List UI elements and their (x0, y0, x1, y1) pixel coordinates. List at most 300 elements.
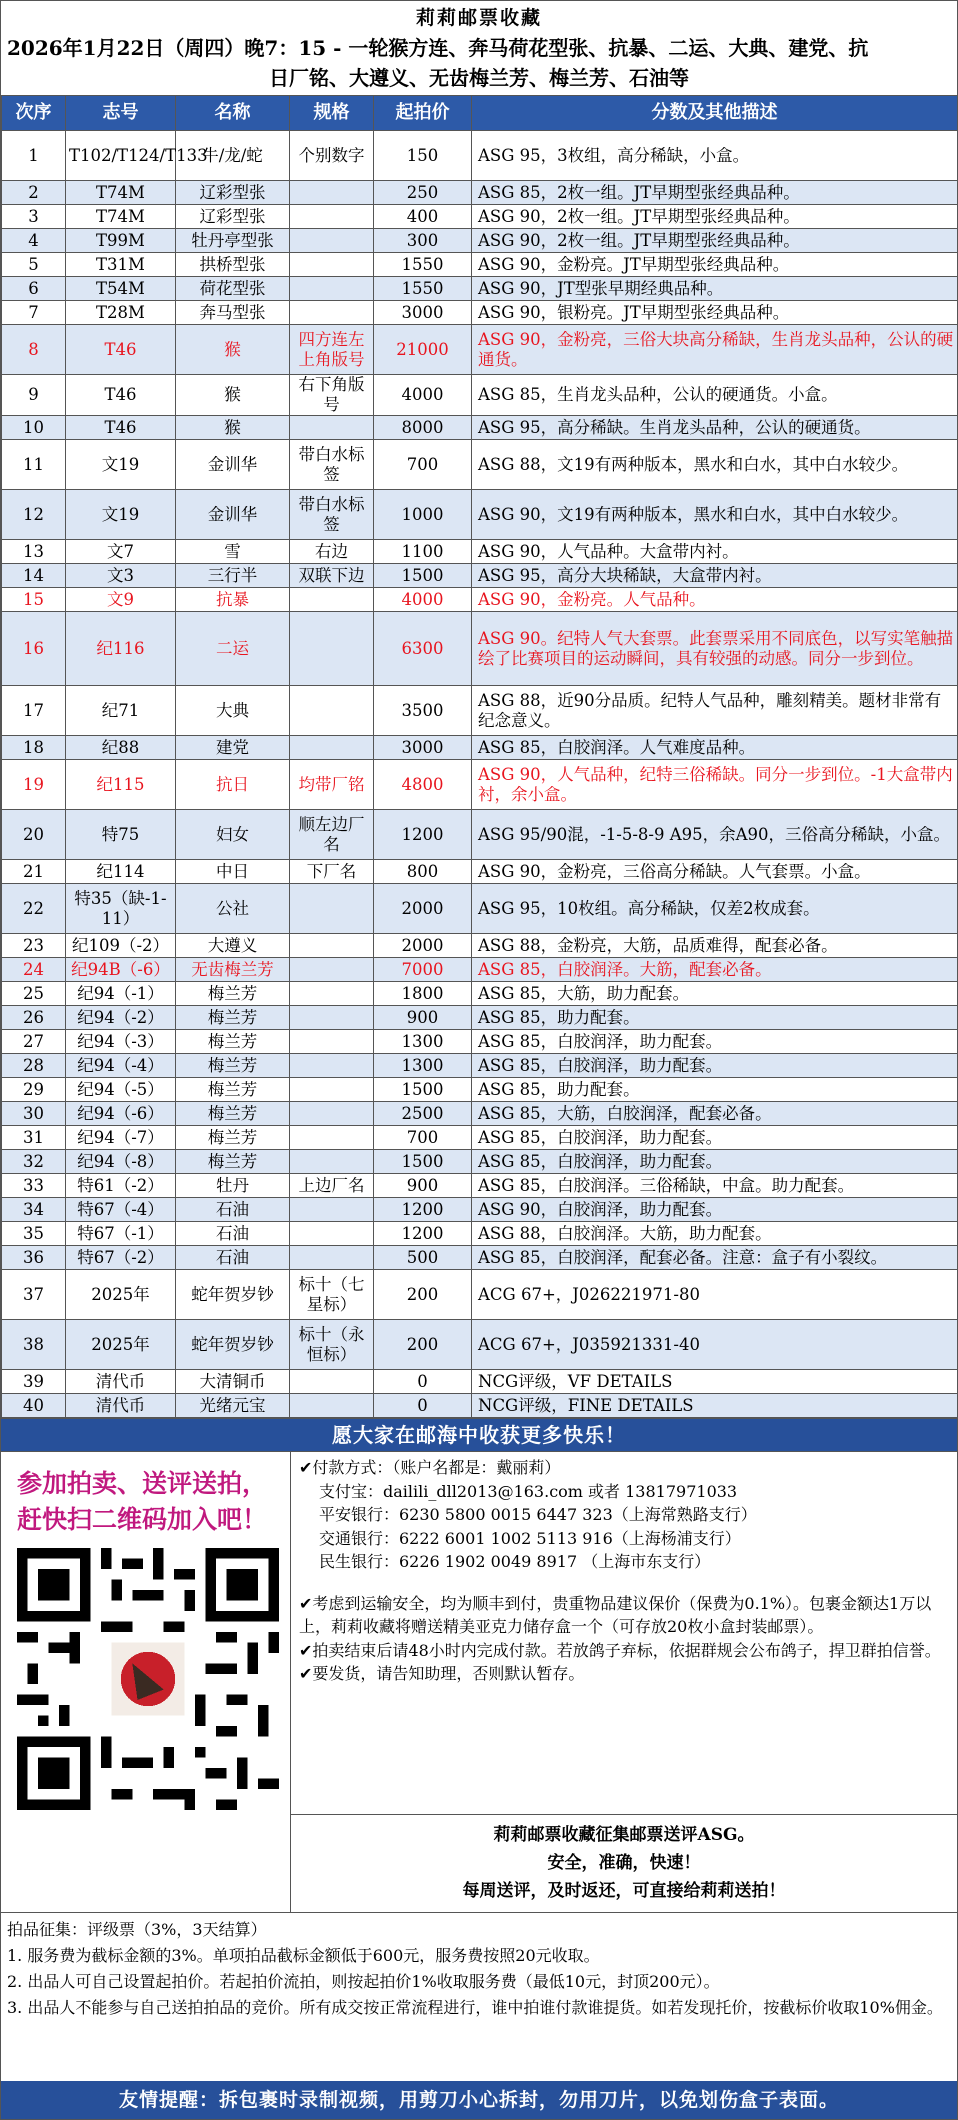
lot-name: 梅兰芳 (176, 1030, 290, 1054)
lot-name: 梅兰芳 (176, 1126, 290, 1150)
lot-price: 900 (374, 1174, 472, 1198)
lot-spec (290, 588, 374, 612)
lot-name: 牡丹亭型张 (176, 229, 290, 253)
lot-spec (290, 229, 374, 253)
lot-code: 特67（-1） (66, 1222, 176, 1246)
payment-bank-minsheng: 民生银行：6226 1902 0049 8917 （上海市东支行） (319, 1552, 711, 1571)
lot-price: 4000 (374, 588, 472, 612)
lot-spec (290, 1078, 374, 1102)
lot-code: T74M (66, 205, 176, 229)
lot-no: 16 (2, 612, 66, 686)
lot-code: 纪88 (66, 736, 176, 760)
lot-price: 300 (374, 229, 472, 253)
table-row (2, 277, 958, 301)
col-header-code: 志号 (66, 96, 176, 131)
lot-code: 纪94（-8） (66, 1150, 176, 1174)
lot-no: 1 (2, 131, 66, 181)
lot-name: 梅兰芳 (176, 982, 290, 1006)
lot-desc: ASG 88，金粉亮，大筋，品质难得，配套必备。 (472, 934, 958, 958)
lot-spec (290, 205, 374, 229)
lot-no: 21 (2, 860, 66, 884)
table-header-row (2, 96, 958, 131)
table-row (2, 416, 958, 440)
lot-code: 纪94（-2） (66, 1006, 176, 1030)
lot-code: 文19 (66, 490, 176, 540)
rules-title: 拍品征集：评级票（3%，3天结算） (7, 1920, 267, 1939)
table-row (2, 1198, 958, 1222)
lot-code: T74M (66, 181, 176, 205)
table-row (2, 375, 958, 416)
lot-name: 建党 (176, 736, 290, 760)
invite-line-1: 参加拍卖、送评送拍， (17, 1469, 268, 1498)
col-header-price: 起拍价 (374, 96, 472, 131)
qr-code[interactable] (17, 1548, 279, 1810)
lot-desc: ASG 85，白胶润泽。三俗稀缺，中盒。助力配套。 (472, 1174, 958, 1198)
table-row (2, 131, 958, 181)
lot-price: 0 (374, 1394, 472, 1418)
lot-name: 梅兰芳 (176, 1078, 290, 1102)
lot-price: 1200 (374, 1222, 472, 1246)
lot-no: 23 (2, 934, 66, 958)
table-row (2, 1150, 958, 1174)
table-row (2, 564, 958, 588)
lot-price: 400 (374, 205, 472, 229)
lot-spec: 标十（永恒标） (290, 1320, 374, 1370)
table-row (2, 540, 958, 564)
lot-desc: ASG 95/90混，-1-5-8-9 A95，余A90，三俗高分稀缺，小盒。 (472, 810, 958, 860)
lot-no: 10 (2, 416, 66, 440)
lot-spec: 右下角版号 (290, 375, 374, 416)
lot-name: 大清铜币 (176, 1370, 290, 1394)
asg-grading-box (290, 1814, 957, 1912)
lot-no: 27 (2, 1030, 66, 1054)
lot-desc: NCG评级，VF DETAILS (472, 1370, 958, 1394)
payment-deadline-note: ✔拍卖结束后请48小时内完成付款。若放鸽子弃标，依据群规会公布鸽子，捍卫群拍信誉。 (299, 1640, 941, 1660)
table-row (2, 934, 958, 958)
lot-code: 纪94（-4） (66, 1054, 176, 1078)
lot-code: 特67（-2） (66, 1246, 176, 1270)
lot-desc: ASG 90，2枚一组。JT早期型张经典品种。 (472, 229, 958, 253)
lot-code: T46 (66, 375, 176, 416)
consignment-rules (1, 1912, 957, 2075)
lot-spec (290, 1054, 374, 1078)
lot-name: 大典 (176, 686, 290, 736)
lot-code: T31M (66, 253, 176, 277)
lot-desc: NCG评级，FINE DETAILS (472, 1394, 958, 1418)
lot-code: 纪94（-5） (66, 1078, 176, 1102)
lot-code: 纪116 (66, 612, 176, 686)
lot-name: 中日 (176, 860, 290, 884)
lot-code: 清代币 (66, 1394, 176, 1418)
table-row (2, 1174, 958, 1198)
lot-spec: 顺左边厂名 (290, 810, 374, 860)
lot-name: 金训华 (176, 490, 290, 540)
lot-desc: ASG 90，金粉亮。JT早期型张经典品种。 (472, 253, 958, 277)
lot-code: 2025年 (66, 1270, 176, 1320)
lot-desc: ASG 85，白胶润泽。人气难度品种。 (472, 736, 958, 760)
lot-name: 金训华 (176, 440, 290, 490)
lot-desc: ASG 88，白胶润泽。大筋，助力配套。 (472, 1222, 958, 1246)
lot-no: 2 (2, 181, 66, 205)
lot-code: T99M (66, 229, 176, 253)
lot-spec: 右边 (290, 540, 374, 564)
lot-code: T54M (66, 277, 176, 301)
lot-price: 500 (374, 1246, 472, 1270)
lot-desc: ASG 90，2枚一组。JT早期型张经典品种。 (472, 205, 958, 229)
table-row (2, 958, 958, 982)
lot-price: 3000 (374, 301, 472, 325)
lot-no: 24 (2, 958, 66, 982)
lot-no: 15 (2, 588, 66, 612)
lot-spec: 个别数字 (290, 131, 374, 181)
lot-desc: ASG 85，白胶润泽，配套必备。注意：盒子有小裂纹。 (472, 1246, 958, 1270)
lot-price: 700 (374, 440, 472, 490)
lot-code: 纪94（-6） (66, 1102, 176, 1126)
lot-no: 20 (2, 810, 66, 860)
lot-price: 7000 (374, 958, 472, 982)
lot-name: 拱桥型张 (176, 253, 290, 277)
lot-spec: 下厂名 (290, 860, 374, 884)
lot-price: 700 (374, 1126, 472, 1150)
lot-desc: ASG 85，大筋，助力配套。 (472, 982, 958, 1006)
lot-name: 梅兰芳 (176, 1102, 290, 1126)
lot-name: 牛/龙/蛇 (176, 131, 290, 181)
table-row (2, 1030, 958, 1054)
lot-code: 特67（-4） (66, 1198, 176, 1222)
lot-name: 妇女 (176, 810, 290, 860)
lot-price: 3000 (374, 736, 472, 760)
lot-desc: ASG 85，生肖龙头品种，公认的硬通货。小盒。 (472, 375, 958, 416)
lot-desc: ASG 85，助力配套。 (472, 1078, 958, 1102)
lot-no: 32 (2, 1150, 66, 1174)
table-row (2, 440, 958, 490)
lot-desc: ASG 85，大筋，白胶润泽，配套必备。 (472, 1102, 958, 1126)
lot-name: 公社 (176, 884, 290, 934)
table-row (2, 253, 958, 277)
rule-3: 3. 出品人不能参与自己送拍拍品的竞价。所有成交按正常流程进行，谁中拍谁付款谁提货。如若发现托价，按截标价收取10%佣金。 (7, 1998, 943, 2017)
lot-spec (290, 1150, 374, 1174)
lot-code: 文3 (66, 564, 176, 588)
payment-alipay: 支付宝：dailili_dll2013@163.com 或者 13817971033 (319, 1481, 738, 1501)
lot-desc: ASG 88，近90分品质。纪特人气品种，雕刻精美。题材非常有纪念意义。 (472, 686, 958, 736)
lot-desc: ASG 95，高分大块稀缺，大盒带内衬。 (472, 564, 958, 588)
lot-spec (290, 934, 374, 958)
col-header-desc: 分数及其他描述 (472, 96, 958, 131)
table-row (2, 1054, 958, 1078)
lot-name: 石油 (176, 1246, 290, 1270)
lot-price: 4000 (374, 375, 472, 416)
lot-desc: ASG 90，文19有两种版本，黑水和白水，其中白水较少。 (472, 490, 958, 540)
lot-price: 800 (374, 860, 472, 884)
lot-code: 文19 (66, 440, 176, 490)
delivery-note: ✔要发货，请告知助理，否则默认暂存。 (299, 1664, 585, 1683)
lot-desc: ASG 95，10枚组。高分稀缺，仅差2枚成套。 (472, 884, 958, 934)
invite-line-2: 赶快扫二维码加入吧！ (17, 1505, 268, 1534)
lot-no: 36 (2, 1246, 66, 1270)
lot-desc: ASG 85，2枚一组。JT早期型张经典品种。 (472, 181, 958, 205)
lot-code: 纪94（-1） (66, 982, 176, 1006)
rule-1: 1. 服务费为截标金额的3%。单项拍品截标金额低于600元，服务费按照20元收取。 (7, 1946, 600, 1965)
table-row (2, 301, 958, 325)
lot-name: 荷花型张 (176, 277, 290, 301)
lot-no: 29 (2, 1078, 66, 1102)
lot-price: 1200 (374, 1198, 472, 1222)
table-row (2, 325, 958, 375)
lot-no: 37 (2, 1270, 66, 1320)
lot-code: 纪114 (66, 860, 176, 884)
lot-no: 33 (2, 1174, 66, 1198)
lot-no: 35 (2, 1222, 66, 1246)
lot-desc: ASG 85，白胶润泽，助力配套。 (472, 1030, 958, 1054)
lot-price: 1500 (374, 1078, 472, 1102)
lot-no: 31 (2, 1126, 66, 1150)
lot-spec (290, 736, 374, 760)
lot-name: 三行半 (176, 564, 290, 588)
lot-no: 17 (2, 686, 66, 736)
lot-price: 2000 (374, 884, 472, 934)
lot-name: 雪 (176, 540, 290, 564)
table-row (2, 860, 958, 884)
lot-table-body (2, 131, 958, 1418)
lot-name: 抗日 (176, 760, 290, 810)
lot-name: 猴 (176, 325, 290, 375)
lot-name: 梅兰芳 (176, 1054, 290, 1078)
lot-desc: ASG 90，白胶润泽，助力配套。 (472, 1198, 958, 1222)
lot-desc: ASG 85，白胶润泽，助力配套。 (472, 1126, 958, 1150)
lot-spec: 标十（七星标） (290, 1270, 374, 1320)
lot-price: 250 (374, 181, 472, 205)
shipping-note: ✔考虑到运输安全，均为顺丰到付，贵重物品建议保价（保费为0.1%）。包裹金额达1万以上，莉莉收藏将赠送精美亚克力储存盒一个（可存放20枚小盒封装邮票）。 (299, 1593, 932, 1636)
lot-no: 7 (2, 301, 66, 325)
lot-desc: ASG 90，金粉亮，三俗大块高分稀缺，生肖龙头品种，公认的硬通货。 (472, 325, 958, 375)
lot-price: 6300 (374, 612, 472, 686)
lot-no: 9 (2, 375, 66, 416)
lot-no: 14 (2, 564, 66, 588)
lot-spec (290, 982, 374, 1006)
table-row (2, 884, 958, 934)
table-row (2, 1078, 958, 1102)
auction-items-line: 日厂铭、大遵义、无齿梅兰芳、梅兰芳、石油等 (269, 66, 689, 90)
lot-name: 无齿梅兰芳 (176, 958, 290, 982)
lot-code: 纪94（-3） (66, 1030, 176, 1054)
lot-spec (290, 884, 374, 934)
lot-spec (290, 181, 374, 205)
lot-spec (290, 1246, 374, 1270)
table-row (2, 982, 958, 1006)
lot-code: 纪115 (66, 760, 176, 810)
lot-price: 1550 (374, 253, 472, 277)
lot-desc: ASG 90，金粉亮。人气品种。 (472, 588, 958, 612)
lot-price: 1300 (374, 1054, 472, 1078)
lot-code: T102/T124/T133 (66, 131, 176, 181)
lot-no: 26 (2, 1006, 66, 1030)
lot-price: 1500 (374, 564, 472, 588)
lot-name: 蛇年贺岁钞 (176, 1270, 290, 1320)
lot-spec (290, 253, 374, 277)
table-row (2, 1102, 958, 1126)
lot-no: 28 (2, 1054, 66, 1078)
lot-spec: 带白水标签 (290, 490, 374, 540)
lot-desc: ASG 90，银粉亮。JT早期型张经典品种。 (472, 301, 958, 325)
lot-desc: ASG 95，高分稀缺。生肖龙头品种，公认的硬通货。 (472, 416, 958, 440)
payment-bank-jiaotong: 交通银行：6222 6001 1002 5113 916（上海杨浦支行） (319, 1528, 741, 1548)
lot-price: 2500 (374, 1102, 472, 1126)
table-row (2, 760, 958, 810)
lot-price: 4800 (374, 760, 472, 810)
lot-price: 3500 (374, 686, 472, 736)
table-row (2, 686, 958, 736)
lot-name: 抗暴 (176, 588, 290, 612)
lot-code: 特61（-2） (66, 1174, 176, 1198)
lot-spec (290, 1198, 374, 1222)
info-section (1, 1451, 957, 1815)
payment-title: ✔付款方式：（账户名都是：戴丽莉） (299, 1458, 561, 1477)
rule-2: 2. 出品人可自己设置起拍价。若起拍价流拍，则按起拍价1%收取服务费（最低10元，封顶200元）。 (7, 1972, 720, 1991)
lot-price: 2000 (374, 934, 472, 958)
lot-price: 21000 (374, 325, 472, 375)
table-row (2, 1270, 958, 1320)
lot-code: 纪71 (66, 686, 176, 736)
header (1, 1, 957, 95)
lot-price: 1500 (374, 1150, 472, 1174)
greeting-banner: 愿大家在邮海中收获更多快乐！ (1, 1418, 957, 1451)
lot-spec (290, 277, 374, 301)
lot-name: 辽彩型张 (176, 205, 290, 229)
table-row (2, 1370, 958, 1394)
lot-spec (290, 1030, 374, 1054)
lot-price: 1800 (374, 982, 472, 1006)
lot-name: 石油 (176, 1198, 290, 1222)
lot-code: 2025年 (66, 1320, 176, 1370)
lot-no: 11 (2, 440, 66, 490)
lot-table (1, 95, 958, 1418)
lot-name: 蛇年贺岁钞 (176, 1320, 290, 1370)
lot-desc: ASG 85，白胶润泽。大筋，配套必备。 (472, 958, 958, 982)
lot-name: 辽彩型张 (176, 181, 290, 205)
lot-desc: ASG 88，文19有两种版本，黑水和白水，其中白水较少。 (472, 440, 958, 490)
asg-line-3: 每周送评，及时返还，可直接给莉莉送拍！ (462, 1881, 786, 1901)
table-row (2, 612, 958, 686)
lot-name: 猴 (176, 375, 290, 416)
lot-spec: 均带厂铭 (290, 760, 374, 810)
table-row (2, 810, 958, 860)
lot-spec (290, 1222, 374, 1246)
lot-name: 梅兰芳 (176, 1150, 290, 1174)
lot-price: 200 (374, 1320, 472, 1370)
lot-no: 6 (2, 277, 66, 301)
auction-date-line: 2026年1月22日（周四）晚7：15 - 一轮猴方连、奔马荷花型张、抗暴、二运、大典、建党、抗 (7, 36, 869, 60)
table-row (2, 205, 958, 229)
lot-no: 3 (2, 205, 66, 229)
lot-price: 1550 (374, 277, 472, 301)
qr-column (1, 1452, 291, 1815)
footer-reminder: 友情提醒：拆包裹时录制视频，用剪刀小心拆封，勿用刀片，以免划伤盒子表面。 (1, 2081, 957, 2119)
lot-price: 1200 (374, 810, 472, 860)
lot-desc: ASG 90，JT型张早期经典品种。 (472, 277, 958, 301)
lot-no: 30 (2, 1102, 66, 1126)
lot-price: 1300 (374, 1030, 472, 1054)
payment-bank-pingan: 平安银行：6230 5800 0015 6447 323（上海常熟路支行） (319, 1505, 757, 1524)
table-row (2, 490, 958, 540)
table-row (2, 1222, 958, 1246)
lot-code: T28M (66, 301, 176, 325)
lot-code: 纪94（-7） (66, 1126, 176, 1150)
table-row (2, 1394, 958, 1418)
lot-name: 猴 (176, 416, 290, 440)
lot-name: 光绪元宝 (176, 1394, 290, 1418)
lot-spec (290, 416, 374, 440)
lot-spec: 双联下边 (290, 564, 374, 588)
table-row (2, 1126, 958, 1150)
lot-spec (290, 958, 374, 982)
lot-spec (290, 686, 374, 736)
lot-name: 奔马型张 (176, 301, 290, 325)
lot-price: 150 (374, 131, 472, 181)
lot-no: 5 (2, 253, 66, 277)
table-row (2, 1006, 958, 1030)
payment-column (291, 1452, 957, 1815)
lot-price: 8000 (374, 416, 472, 440)
lot-price: 0 (374, 1370, 472, 1394)
lot-code: 特75 (66, 810, 176, 860)
lot-spec: 带白水标签 (290, 440, 374, 490)
lot-no: 34 (2, 1198, 66, 1222)
lot-no: 38 (2, 1320, 66, 1370)
lot-no: 13 (2, 540, 66, 564)
lot-spec (290, 1394, 374, 1418)
lot-price: 200 (374, 1270, 472, 1320)
lot-name: 牡丹 (176, 1174, 290, 1198)
lot-desc: ASG 90。纪特人气大套票。此套票采用不同底色，以写实笔触描绘了比赛项目的运动瞬间，具有较强的动感。同分一步到位。 (472, 612, 958, 686)
lot-price: 1000 (374, 490, 472, 540)
lot-price: 1100 (374, 540, 472, 564)
lot-spec (290, 612, 374, 686)
lot-no: 22 (2, 884, 66, 934)
lot-code: 特35（缺-1-11） (66, 884, 176, 934)
lot-code: 文9 (66, 588, 176, 612)
lot-spec (290, 1102, 374, 1126)
lot-desc: ACG 67+，J035921331-40 (472, 1320, 958, 1370)
lot-spec (290, 1370, 374, 1394)
lot-desc: ASG 90，人气品种，纪特三俗稀缺。同分一步到位。-1大盒带内衬，余小盒。 (472, 760, 958, 810)
lot-spec: 上边厂名 (290, 1174, 374, 1198)
lot-code: 纪109（-2） (66, 934, 176, 958)
lot-desc: ASG 85，白胶润泽，助力配套。 (472, 1054, 958, 1078)
lot-spec: 四方连左上角版号 (290, 325, 374, 375)
lot-no: 4 (2, 229, 66, 253)
lot-name: 梅兰芳 (176, 1006, 290, 1030)
asg-line-1: 莉莉邮票收藏征集邮票送评ASG。 (493, 1825, 755, 1845)
lot-spec (290, 1006, 374, 1030)
col-header-spec: 规格 (290, 96, 374, 131)
table-row (2, 1320, 958, 1370)
lot-code: 清代币 (66, 1370, 176, 1394)
table-row (2, 588, 958, 612)
table-row (2, 229, 958, 253)
lot-no: 18 (2, 736, 66, 760)
lot-desc: ASG 85，助力配套。 (472, 1006, 958, 1030)
lot-code: 文7 (66, 540, 176, 564)
lot-no: 19 (2, 760, 66, 810)
lot-name: 石油 (176, 1222, 290, 1246)
lot-spec (290, 1126, 374, 1150)
lot-no: 40 (2, 1394, 66, 1418)
lot-name: 二运 (176, 612, 290, 686)
col-header-no: 次序 (2, 96, 66, 131)
lot-desc: ASG 85，白胶润泽，助力配套。 (472, 1150, 958, 1174)
lot-code: T46 (66, 325, 176, 375)
table-row (2, 1246, 958, 1270)
